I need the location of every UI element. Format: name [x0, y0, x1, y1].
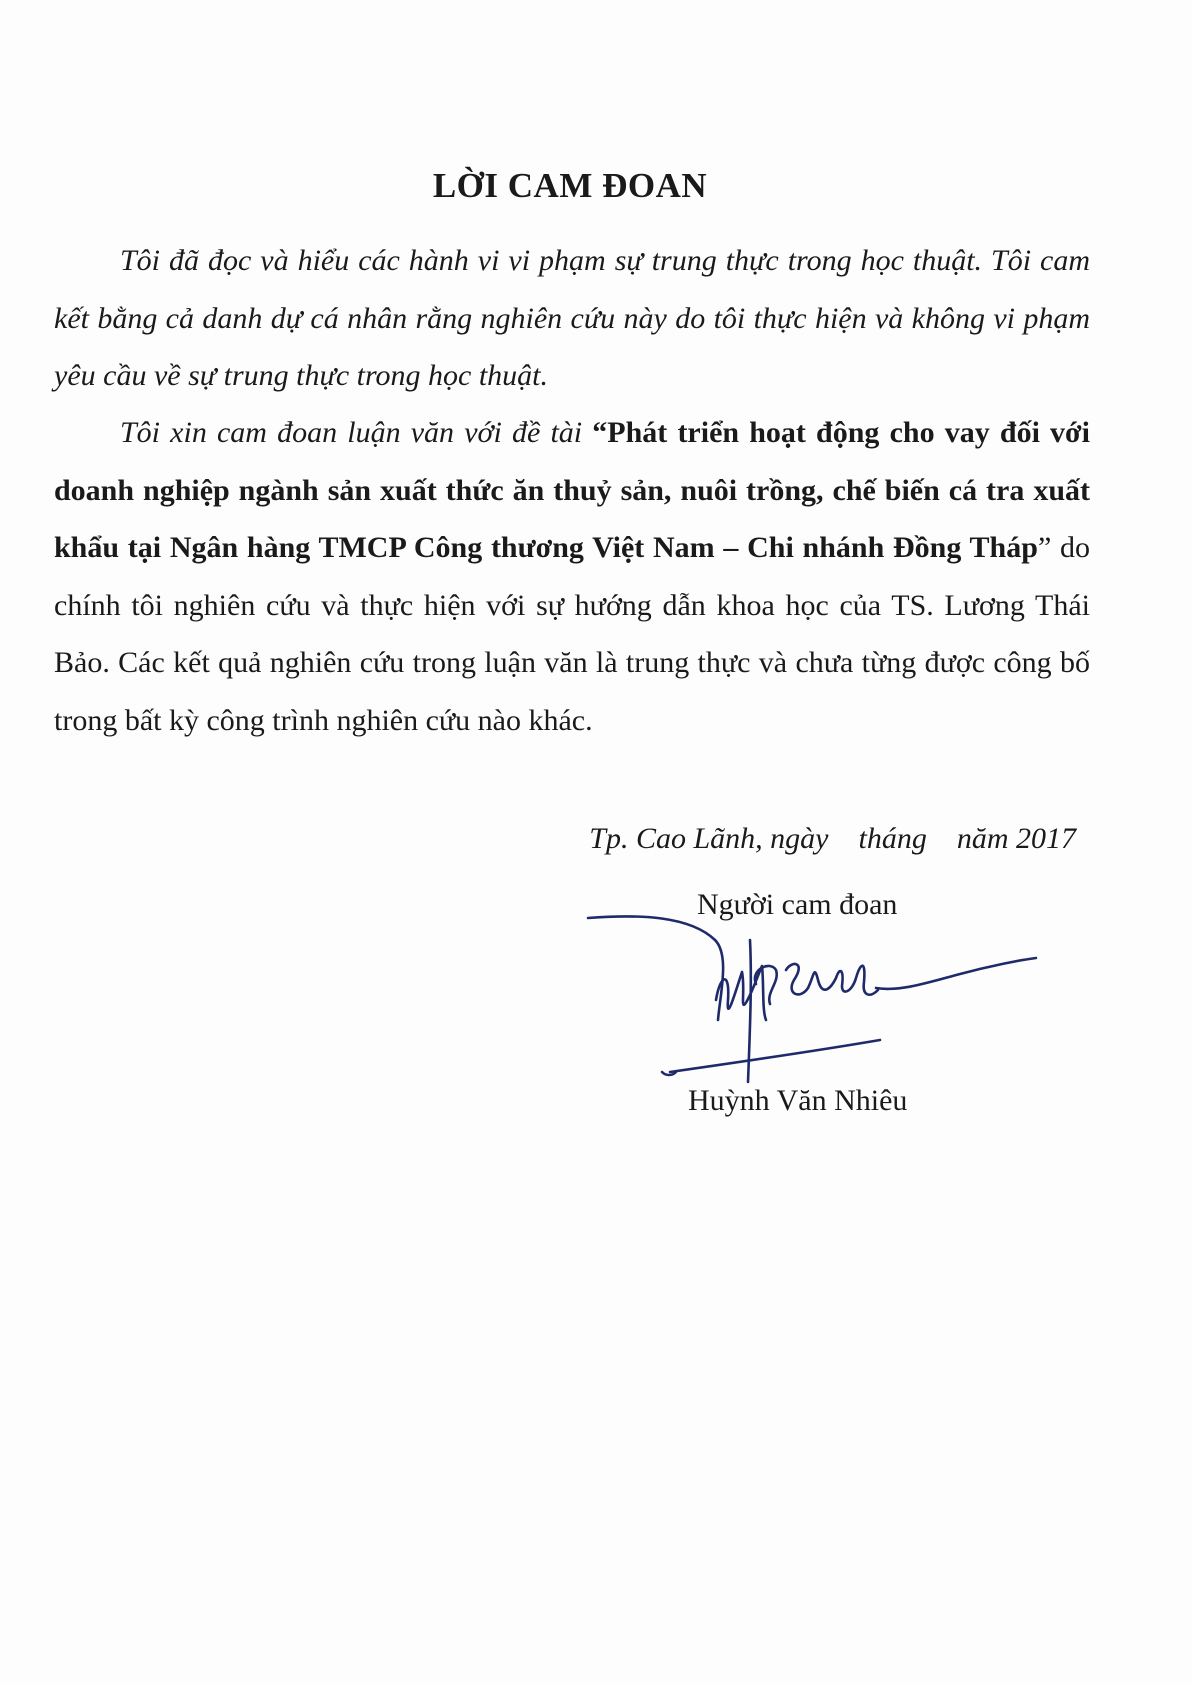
- page-title: LỜI CAM ĐOAN: [432, 166, 708, 205]
- place-date: Tp. Cao Lãnh, ngày tháng năm 2017: [589, 822, 1076, 855]
- signer-name: Huỳnh Văn Nhiêu: [688, 1084, 908, 1117]
- integrity-paragraph: Tôi đã đọc và hiểu các hành vi vi phạm sự trung thực trong học thuật. Tôi cam kết bằng cả danh dự cá nhân rằng nghiên cứu này do tôi thực hiện và không vi phạm yêu cầu về sự trung thực trong học thuật.: [54, 244, 1090, 392]
- declaration-rest: ” do chính tôi nghiên cứu và thực hiện với sự hướng dẫn khoa học của TS. Lương Thái Bảo. Các kết quả nghiên cứu trong luận văn là trung thực và chưa từng được công bố trong bất kỳ công trình nghiên cứu nào khác.: [54, 531, 1090, 737]
- signature-icon: [580, 900, 1040, 1090]
- thesis-title: “Phát triển hoạt động cho vay đối với doanh nghiệp ngành sản xuất thức ăn thuỷ sản, nuôi trồng, chế biến cá tra xuất khẩu tại Ngân hàng TMCP Công thương Việt Nam – Chi nhánh Đồng Tháp: [54, 416, 1090, 564]
- signer-role: Người cam đoan: [697, 888, 898, 921]
- declaration-lead: Tôi xin cam đoan luận văn với đề tài: [120, 416, 593, 449]
- declaration-paragraph: [54, 404, 1090, 749]
